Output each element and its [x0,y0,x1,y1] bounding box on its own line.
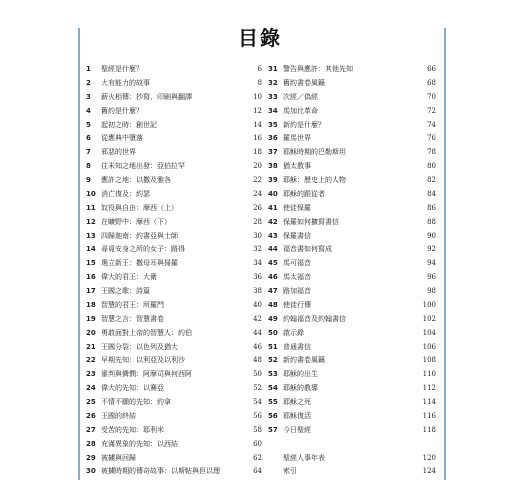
chapter-title: 奴役與自由：摩西（上） [101,203,178,212]
page-number: 84 [427,189,436,198]
chapter-number: 4 [86,106,91,115]
chapter-number: 42 [268,217,278,226]
page-number: 112 [422,384,436,393]
toc-entry [268,160,436,174]
chapter-title: 王國之歌：詩篇 [101,287,150,295]
chapter-title: 充滿異象的先知：以西結 [101,439,178,448]
chapter-number: 53 [268,370,278,379]
toc-entry [268,424,436,438]
chapter-number: 32 [268,78,278,87]
chapter-number: 28 [86,439,96,448]
page-number: 62 [253,453,262,462]
page-number: 14 [253,120,262,129]
toc-entry [86,91,262,105]
toc-entry [268,243,436,257]
page-number: 110 [422,370,436,379]
chapter-number: 21 [86,342,96,351]
chapter-title: 智慧之言：智慧書卷 [101,314,164,323]
chapter-title: 猶太教事 [283,162,311,171]
chapter-number: 24 [86,384,96,393]
chapter-number: 33 [268,92,278,101]
chapter-number: 37 [268,148,278,157]
chapter-title: 薪火相傳：抄寫、印刷與翻譯 [101,92,192,101]
chapter-title: 邪惡的世界 [101,148,136,157]
page-number: 108 [422,356,436,365]
toc-entry [268,77,436,91]
chapter-title: 馬加比革命 [283,106,318,115]
chapter-number: 18 [86,300,96,309]
page-number: 96 [427,273,436,282]
toc-entry [86,299,262,313]
page-number: 78 [427,148,436,157]
page-number: 82 [427,176,436,184]
toc-entry [86,368,262,382]
page-title: 目錄 [238,26,282,50]
chapter-number: 54 [268,384,278,393]
chapter-title: 王國分裂：以色列及猶大 [101,342,178,351]
toc-entry [86,354,262,368]
page-number: 40 [253,300,262,309]
page-number: 56 [253,411,262,420]
page-number: 24 [253,189,262,198]
page-number: 100 [422,300,436,309]
chapter-number: 13 [86,231,96,240]
chapter-number: 14 [86,245,96,254]
page-number: 86 [427,203,436,212]
chapter-title: 約翰福音及約翰書信 [283,314,346,323]
toc-entry [268,174,436,188]
right-margin-rule [444,28,446,480]
toc-entry [268,410,436,424]
page-number: 64 [253,467,262,476]
page-number: 80 [427,162,436,171]
chapter-number: 39 [268,176,278,184]
toc-entry [86,396,262,410]
chapter-number: 50 [268,328,278,337]
page-number: 124 [422,467,436,476]
chapter-number: 25 [86,398,96,406]
page-number: 114 [422,398,436,406]
chapter-title: 住未知之地出發：亞伯拉罕 [101,162,185,171]
chapter-number: 46 [268,273,278,282]
chapter-number: 2 [86,78,91,87]
chapter-title: 路加福音 [283,287,311,295]
chapter-title: 聖經人事年表 [283,453,325,462]
toc-entry [86,216,262,230]
toc-entry [268,202,436,216]
toc-entry [86,410,262,424]
chapter-number: 1 [86,65,91,73]
chapter-title: 保羅如何擴寫書信 [283,217,339,226]
chapter-number: 9 [86,176,91,184]
page-number: 42 [253,314,262,323]
page-number: 104 [422,328,436,337]
toc-entry [86,77,262,91]
page-number: 20 [253,162,262,171]
toc-entry [86,452,262,466]
chapter-number: 26 [86,411,96,420]
page-number: 106 [422,342,436,351]
chapter-number: 20 [86,328,96,337]
chapter-title: 啟示錄 [283,328,304,337]
chapter-title: 使徒保羅 [283,203,311,212]
chapter-number: 7 [86,148,91,157]
chapter-title: 偉大的君王：大衛 [101,273,157,282]
chapter-title: 新約是什麼？ [283,120,325,129]
chapter-title: 耶穌的教導 [283,384,318,393]
chapter-title: 馬太福音 [283,273,311,282]
chapter-number: 47 [268,287,278,295]
toc-entry [268,285,436,299]
toc-entry [86,271,262,285]
chapter-number: 5 [86,120,91,129]
chapter-title: 今日聖經 [283,425,311,434]
chapter-title: 耶穌的出生 [283,370,318,379]
chapter-number: 10 [86,189,96,198]
chapter-title: 偉大的先知：以賽亞 [101,384,164,393]
toc-entry [268,465,436,479]
page-number: 74 [427,120,436,129]
chapter-title: 耶穌復活 [283,411,311,420]
chapter-title: 智慧的君王：所羅門 [101,300,164,309]
chapter-title: 普通書信 [283,342,311,351]
toc-entry [86,63,262,77]
chapter-title: 不情不願的先知：約拿 [101,398,171,406]
toc-entry [268,91,436,105]
toc-entry [268,452,436,466]
toc-entry [268,313,436,327]
toc-entry [86,243,262,257]
toc-entry [86,146,262,160]
chapter-number: 15 [86,259,96,268]
section-gap [268,438,436,452]
chapter-title: 被擄時期的傳奇故事：以斯帖與但以理 [101,467,220,476]
chapter-number: 23 [86,370,96,379]
chapter-number: 56 [268,411,278,420]
page-number: 46 [253,342,262,351]
toc-entry [268,188,436,202]
page-number: 36 [253,273,262,282]
chapter-number: 11 [86,203,96,212]
page-number: 116 [422,411,436,420]
chapter-title: 大有能力的故事 [101,78,150,87]
chapter-title: 被擄與回歸 [101,453,136,462]
toc-entry [86,174,262,188]
toc-entry [268,299,436,313]
chapter-title: 應許之地：以撒及雅各 [101,176,171,184]
chapter-number: 38 [268,162,278,171]
toc-entry [268,341,436,355]
page-number: 90 [427,231,436,240]
page-number: 68 [427,78,436,87]
toc-entry [268,146,436,160]
page-number: 66 [427,65,436,73]
page-number: 120 [422,453,436,462]
toc-entry [86,132,262,146]
toc-entry [86,438,262,452]
page-number: 6 [257,65,262,73]
page-number: 76 [427,134,436,143]
chapter-number: 30 [86,467,96,476]
chapter-title: 福音書如何寫成 [283,245,332,254]
chapter-title: 四歸迦南：約書亞與士師 [101,231,178,240]
toc-entry [86,119,262,133]
toc-entry [86,285,262,299]
page-number: 54 [253,398,262,406]
toc-left-column [86,63,262,479]
chapter-title: 使徒行傳 [283,300,311,309]
toc-entry [86,327,262,341]
chapter-number: 52 [268,356,278,365]
chapter-title: 王國的終結 [101,411,136,420]
page-number: 92 [427,245,436,254]
toc-entry [86,257,262,271]
page-number: 28 [253,217,262,226]
chapter-number: 3 [86,92,91,101]
chapter-number: 36 [268,134,278,143]
page-number: 48 [253,356,262,365]
chapter-title: 馬可福音 [283,259,311,268]
page-number: 10 [253,92,262,101]
page-number: 52 [253,384,262,393]
page-number: 58 [253,425,262,434]
chapter-title: 聖經是什麼？ [101,65,143,73]
page-number: 50 [253,370,262,379]
chapter-number: 19 [86,314,96,323]
chapter-number: 16 [86,273,96,282]
page-number: 22 [253,176,262,184]
toc-entry [86,160,262,174]
chapter-title: 耶穌：歷史上的人物 [283,176,346,184]
toc-entry [86,202,262,216]
chapter-title: 索引 [283,467,297,476]
page-number: 94 [427,259,436,268]
chapter-title: 耶穌時期的巴勒斯坦 [283,148,346,157]
chapter-title: 耶穌的跟從者 [283,189,325,198]
chapter-number: 8 [86,162,91,171]
chapter-title: 舊約書卷風籟 [283,78,325,87]
chapter-number: 34 [268,106,278,115]
chapter-title: 早期先知：以利亞及以利沙 [101,356,185,365]
chapter-title: 警告與應許：其他先知 [283,65,353,73]
page-number: 102 [422,314,436,323]
page-number: 26 [253,203,262,212]
chapter-title: 從應典中墮落 [101,134,143,143]
chapter-title: 羅馬世界 [283,134,311,143]
toc-entry [268,271,436,285]
toc-entry [86,341,262,355]
toc-entry [86,424,262,438]
page-number: 34 [253,259,262,268]
chapter-title: 在曠野中：摩西（下） [101,217,171,226]
page-number: 16 [253,134,262,143]
page-number: 12 [253,106,262,115]
left-margin-rule [78,28,80,480]
chapter-title: 次經／偽經 [283,92,318,101]
toc-entry [268,63,436,77]
chapter-number: 12 [86,217,96,226]
chapter-title: 消亡復及：約瑟 [101,189,150,198]
page-number: 18 [253,148,262,157]
chapter-title: 審判與憐憫：阿摩司與何西阿 [101,370,192,379]
chapter-title: 新約書卷風籟 [283,356,325,365]
chapter-number: 29 [86,453,96,462]
toc-right-column [268,63,436,479]
toc-entry [86,313,262,327]
page-number: 60 [253,439,262,448]
chapter-number: 6 [86,134,91,143]
page-number: 72 [427,106,436,115]
toc-entry [268,396,436,410]
page-number: 8 [257,78,262,87]
chapter-number: 45 [268,259,278,268]
chapter-number: 17 [86,287,96,295]
page-number: 70 [427,92,436,101]
chapter-title: 保羅書信 [283,231,311,240]
chapter-title: 受苦的先知：耶利米 [101,425,164,434]
toc-entry [268,257,436,271]
page-number: 32 [253,245,262,254]
chapter-number: 27 [86,425,96,434]
toc-entry [268,327,436,341]
toc-entry [86,465,262,479]
page-number: 44 [253,328,262,337]
toc-entry [268,132,436,146]
chapter-number: 55 [268,398,278,406]
toc-entry [268,354,436,368]
page-number: 38 [253,287,262,295]
toc-entry [268,119,436,133]
chapter-number: 43 [268,231,278,240]
chapter-number: 49 [268,314,278,323]
chapter-title: 舊約是什麼？ [101,106,143,115]
chapter-number: 31 [268,65,278,73]
chapter-number: 41 [268,203,278,212]
chapter-number: 22 [86,356,96,365]
chapter-title: 尋覓安身之所的女子：路得 [101,245,185,254]
chapter-number: 35 [268,120,278,129]
chapter-title: 勇敢面對上帝的智慧人：約伯 [101,328,192,337]
chapter-title: 耶穌之死 [283,398,311,406]
toc-entry [86,188,262,202]
chapter-number: 57 [268,425,278,434]
page-number: 118 [422,425,436,434]
chapter-title: 選立新王：撒母耳與掃羅 [101,259,178,268]
chapter-number: 48 [268,300,278,309]
page-number: 30 [253,231,262,240]
toc-entry [268,216,436,230]
toc-entry [268,105,436,119]
chapter-number: 44 [268,245,278,254]
toc-entry [86,105,262,119]
chapter-title: 起初之時：創世記 [101,120,157,129]
toc-entry [268,368,436,382]
toc-entry [86,230,262,244]
page-number: 98 [427,287,436,295]
chapter-number: 40 [268,189,278,198]
toc-entry [268,230,436,244]
page-number: 88 [427,217,436,226]
toc-entry [86,382,262,396]
chapter-number: 51 [268,342,278,351]
toc-entry [268,382,436,396]
